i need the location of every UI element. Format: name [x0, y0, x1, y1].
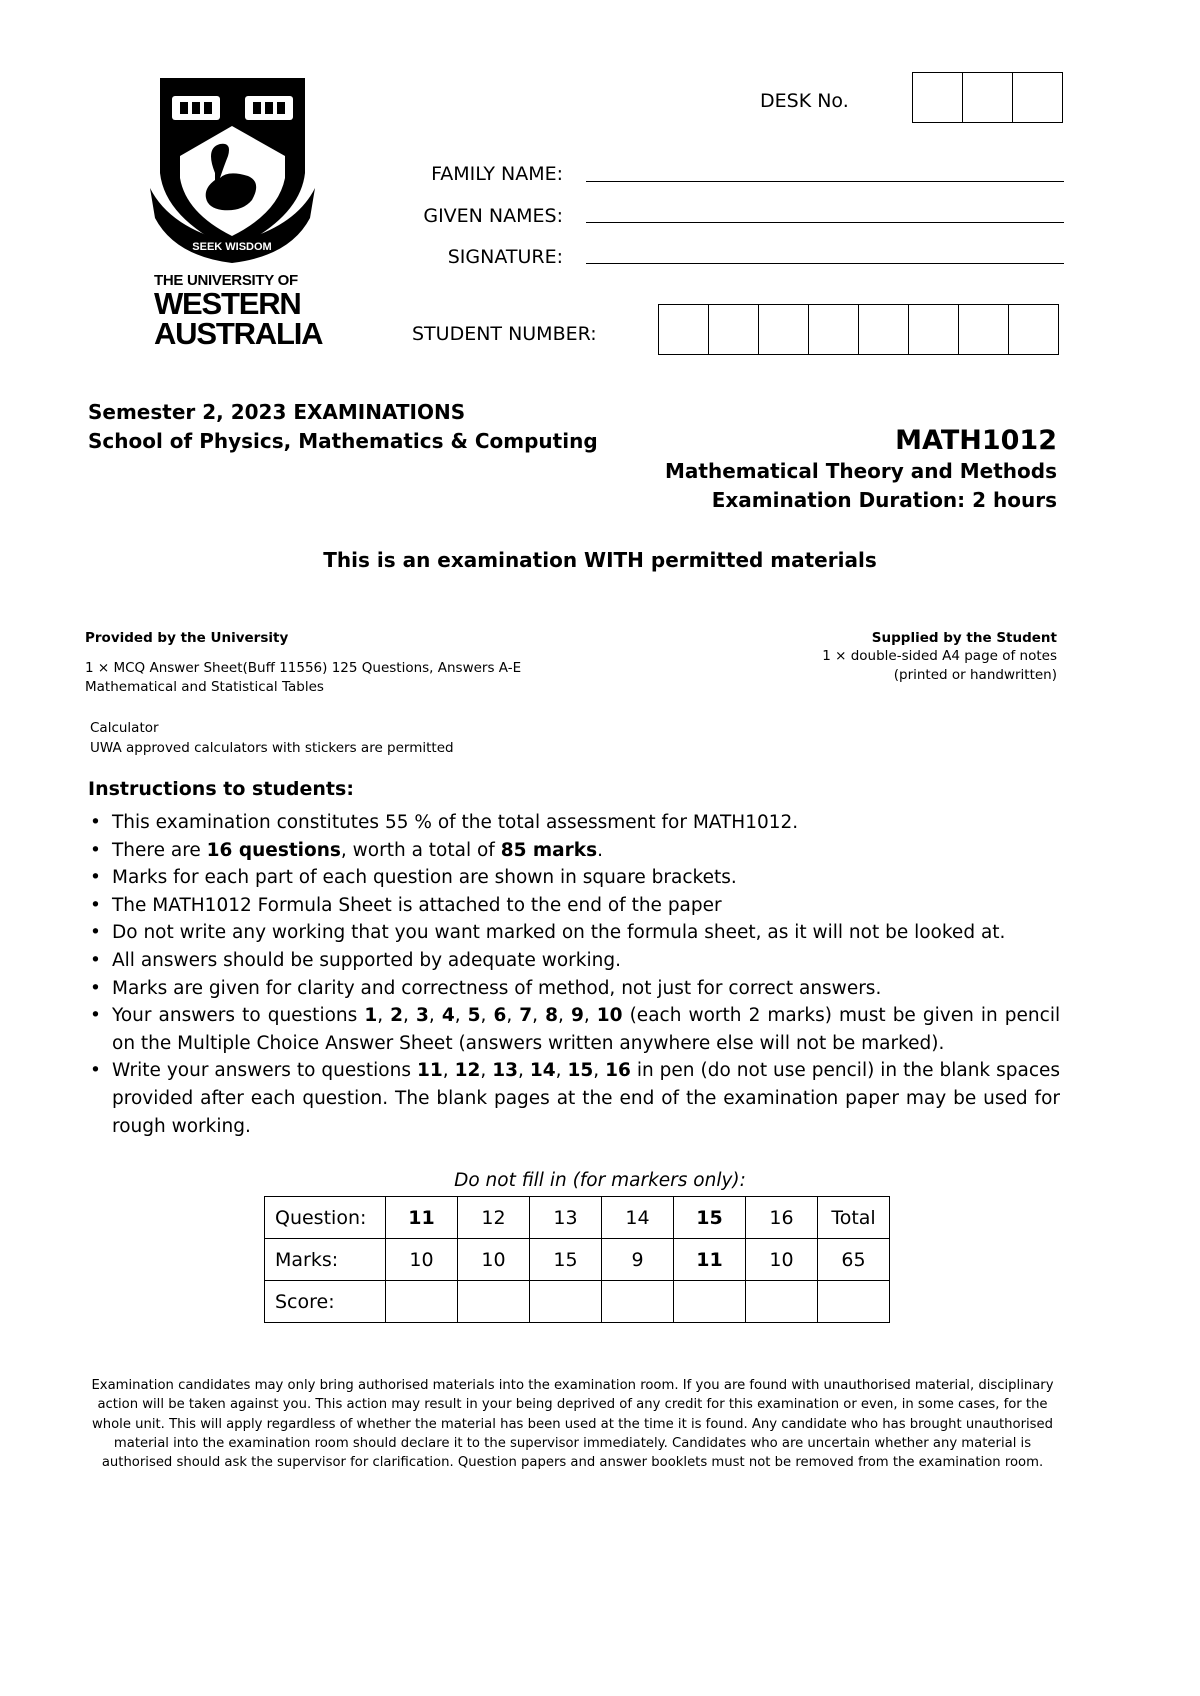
- row-label: Score:: [265, 1281, 386, 1323]
- supplied-item: 1 × double-sided A4 page of notes: [822, 648, 1057, 664]
- calculator-text: UWA approved calculators with stickers are permitted: [90, 740, 454, 756]
- family-name-label: FAMILY NAME:: [431, 163, 563, 185]
- table-row-score: [265, 1281, 890, 1323]
- given-names-label: GIVEN NAMES:: [423, 205, 563, 227]
- university-name-line3: AUSTRALIA: [154, 316, 323, 351]
- instruction-item: • Marks for each part of each question are shown in square brackets.: [88, 864, 1060, 892]
- supplied-item: (printed or handwritten): [893, 667, 1057, 683]
- semester-title: Semester 2, 2023 EXAMINATIONS: [88, 400, 466, 424]
- table-row-questions: [265, 1197, 890, 1239]
- signature-label: SIGNATURE:: [447, 246, 563, 268]
- desk-number-boxes[interactable]: [912, 72, 1063, 123]
- score-cell[interactable]: [530, 1281, 602, 1323]
- instructions-heading: Instructions to students:: [88, 778, 354, 800]
- table-row-marks: [265, 1239, 890, 1281]
- given-names-field[interactable]: [586, 222, 1064, 223]
- student-number-box[interactable]: [909, 305, 959, 354]
- score-cell[interactable]: [818, 1281, 890, 1323]
- student-number-box[interactable]: [959, 305, 1009, 354]
- disclaimer-text: Examination candidates may only bring authorised materials into the examination room. If you are found with unauthorised material, disciplinary action will be taken against you. This action may result in your being deprived of any credit for this examination or even, in some cases, for the whole unit. This will apply regardless of whether the material has been used at the time it is found. Any candidate who has brought unauthorised material into the examination room should declare it to the supervisor immediately. Candidates who are uncertain whether any material is authorised should ask the supervisor for clarification. Question papers and answer booklets must not be removed from the examination room.: [91, 1378, 1054, 1471]
- signature-field[interactable]: [586, 263, 1064, 264]
- calculator-heading: Calculator: [90, 720, 159, 736]
- school-name: School of Physics, Mathematics & Computing: [88, 429, 598, 453]
- question-cell: 13: [530, 1197, 602, 1239]
- marks-cell: 65: [818, 1239, 890, 1281]
- student-number-box[interactable]: [859, 305, 909, 354]
- university-crest: [150, 78, 315, 263]
- question-cell: 14: [602, 1197, 674, 1239]
- instruction-item: • This examination constitutes 55 % of the total assessment for MATH1012.: [88, 809, 1060, 837]
- student-number-box[interactable]: [709, 305, 759, 354]
- instruction-item: • There are 16 questions, worth a total of 85 marks.: [88, 837, 1060, 865]
- provided-heading: Provided by the University: [85, 630, 289, 646]
- student-number-box[interactable]: [809, 305, 859, 354]
- exam-duration: Examination Duration: 2 hours: [711, 488, 1057, 512]
- provided-item: 1 × MCQ Answer Sheet(Buff 11556) 125 Questions, Answers A-E: [85, 660, 522, 676]
- row-label: Question:: [265, 1197, 386, 1239]
- permitted-materials-notice: This is an examination WITH permitted materials: [323, 548, 877, 572]
- university-name-line2: WESTERN: [154, 286, 301, 321]
- marks-cell: 9: [602, 1239, 674, 1281]
- score-cell[interactable]: [746, 1281, 818, 1323]
- markers-only-caption: Do not fill in (for markers only):: [454, 1170, 746, 1191]
- row-label: Marks:: [265, 1239, 386, 1281]
- student-number-box[interactable]: [1009, 305, 1058, 354]
- score-cell[interactable]: [386, 1281, 458, 1323]
- instruction-item: • Your answers to questions 1, 2, 3, 4, 5, 6, 7, 8, 9, 10 (each worth 2 marks) must be given in pencil on the Multiple Choice Answer Sheet (answers written anywhere else will not be marked).: [88, 1002, 1060, 1057]
- student-number-box[interactable]: [759, 305, 809, 354]
- score-cell[interactable]: [602, 1281, 674, 1323]
- score-cell[interactable]: [674, 1281, 746, 1323]
- score-cell[interactable]: [458, 1281, 530, 1323]
- marks-cell: 10: [458, 1239, 530, 1281]
- student-number-label: STUDENT NUMBER:: [412, 323, 597, 345]
- provided-item: Mathematical and Statistical Tables: [85, 679, 324, 695]
- desk-box[interactable]: [913, 73, 963, 122]
- marks-table: [264, 1196, 890, 1323]
- family-name-field[interactable]: [586, 181, 1064, 182]
- marks-cell: 10: [386, 1239, 458, 1281]
- supplied-heading: Supplied by the Student: [871, 630, 1057, 646]
- desk-box[interactable]: [1013, 73, 1062, 122]
- question-cell: 11: [386, 1197, 458, 1239]
- university-name-line1: THE UNIVERSITY OF: [154, 272, 298, 289]
- unit-code: MATH1012: [895, 425, 1057, 456]
- instruction-item: • All answers should be supported by adequate working.: [88, 947, 1060, 975]
- unit-name: Mathematical Theory and Methods: [665, 459, 1057, 483]
- question-cell: 12: [458, 1197, 530, 1239]
- instructions-list: [88, 809, 1060, 1140]
- question-cell: 15: [674, 1197, 746, 1239]
- question-cell: 16: [746, 1197, 818, 1239]
- question-cell: Total: [818, 1197, 890, 1239]
- instruction-item: • The MATH1012 Formula Sheet is attached to the end of the paper: [88, 892, 1060, 920]
- student-number-boxes[interactable]: [658, 304, 1059, 355]
- desk-number-label: DESK No.: [760, 90, 849, 112]
- marks-cell: 15: [530, 1239, 602, 1281]
- instruction-item: • Write your answers to questions 11, 12, 13, 14, 15, 16 in pen (do not use pencil) in the blank spaces provided after each question. The blank pages at the end of the examination paper may be used for rough working.: [88, 1057, 1060, 1140]
- desk-box[interactable]: [963, 73, 1013, 122]
- marks-cell: 11: [674, 1239, 746, 1281]
- crest-motto: SEEK WISDOM: [192, 241, 272, 253]
- instruction-item: • Do not write any working that you want marked on the formula sheet, as it will not be looked at.: [88, 919, 1060, 947]
- marks-cell: 10: [746, 1239, 818, 1281]
- instruction-item: • Marks are given for clarity and correctness of method, not just for correct answers.: [88, 975, 1060, 1003]
- student-number-box[interactable]: [659, 305, 709, 354]
- crest-icon: [150, 78, 315, 263]
